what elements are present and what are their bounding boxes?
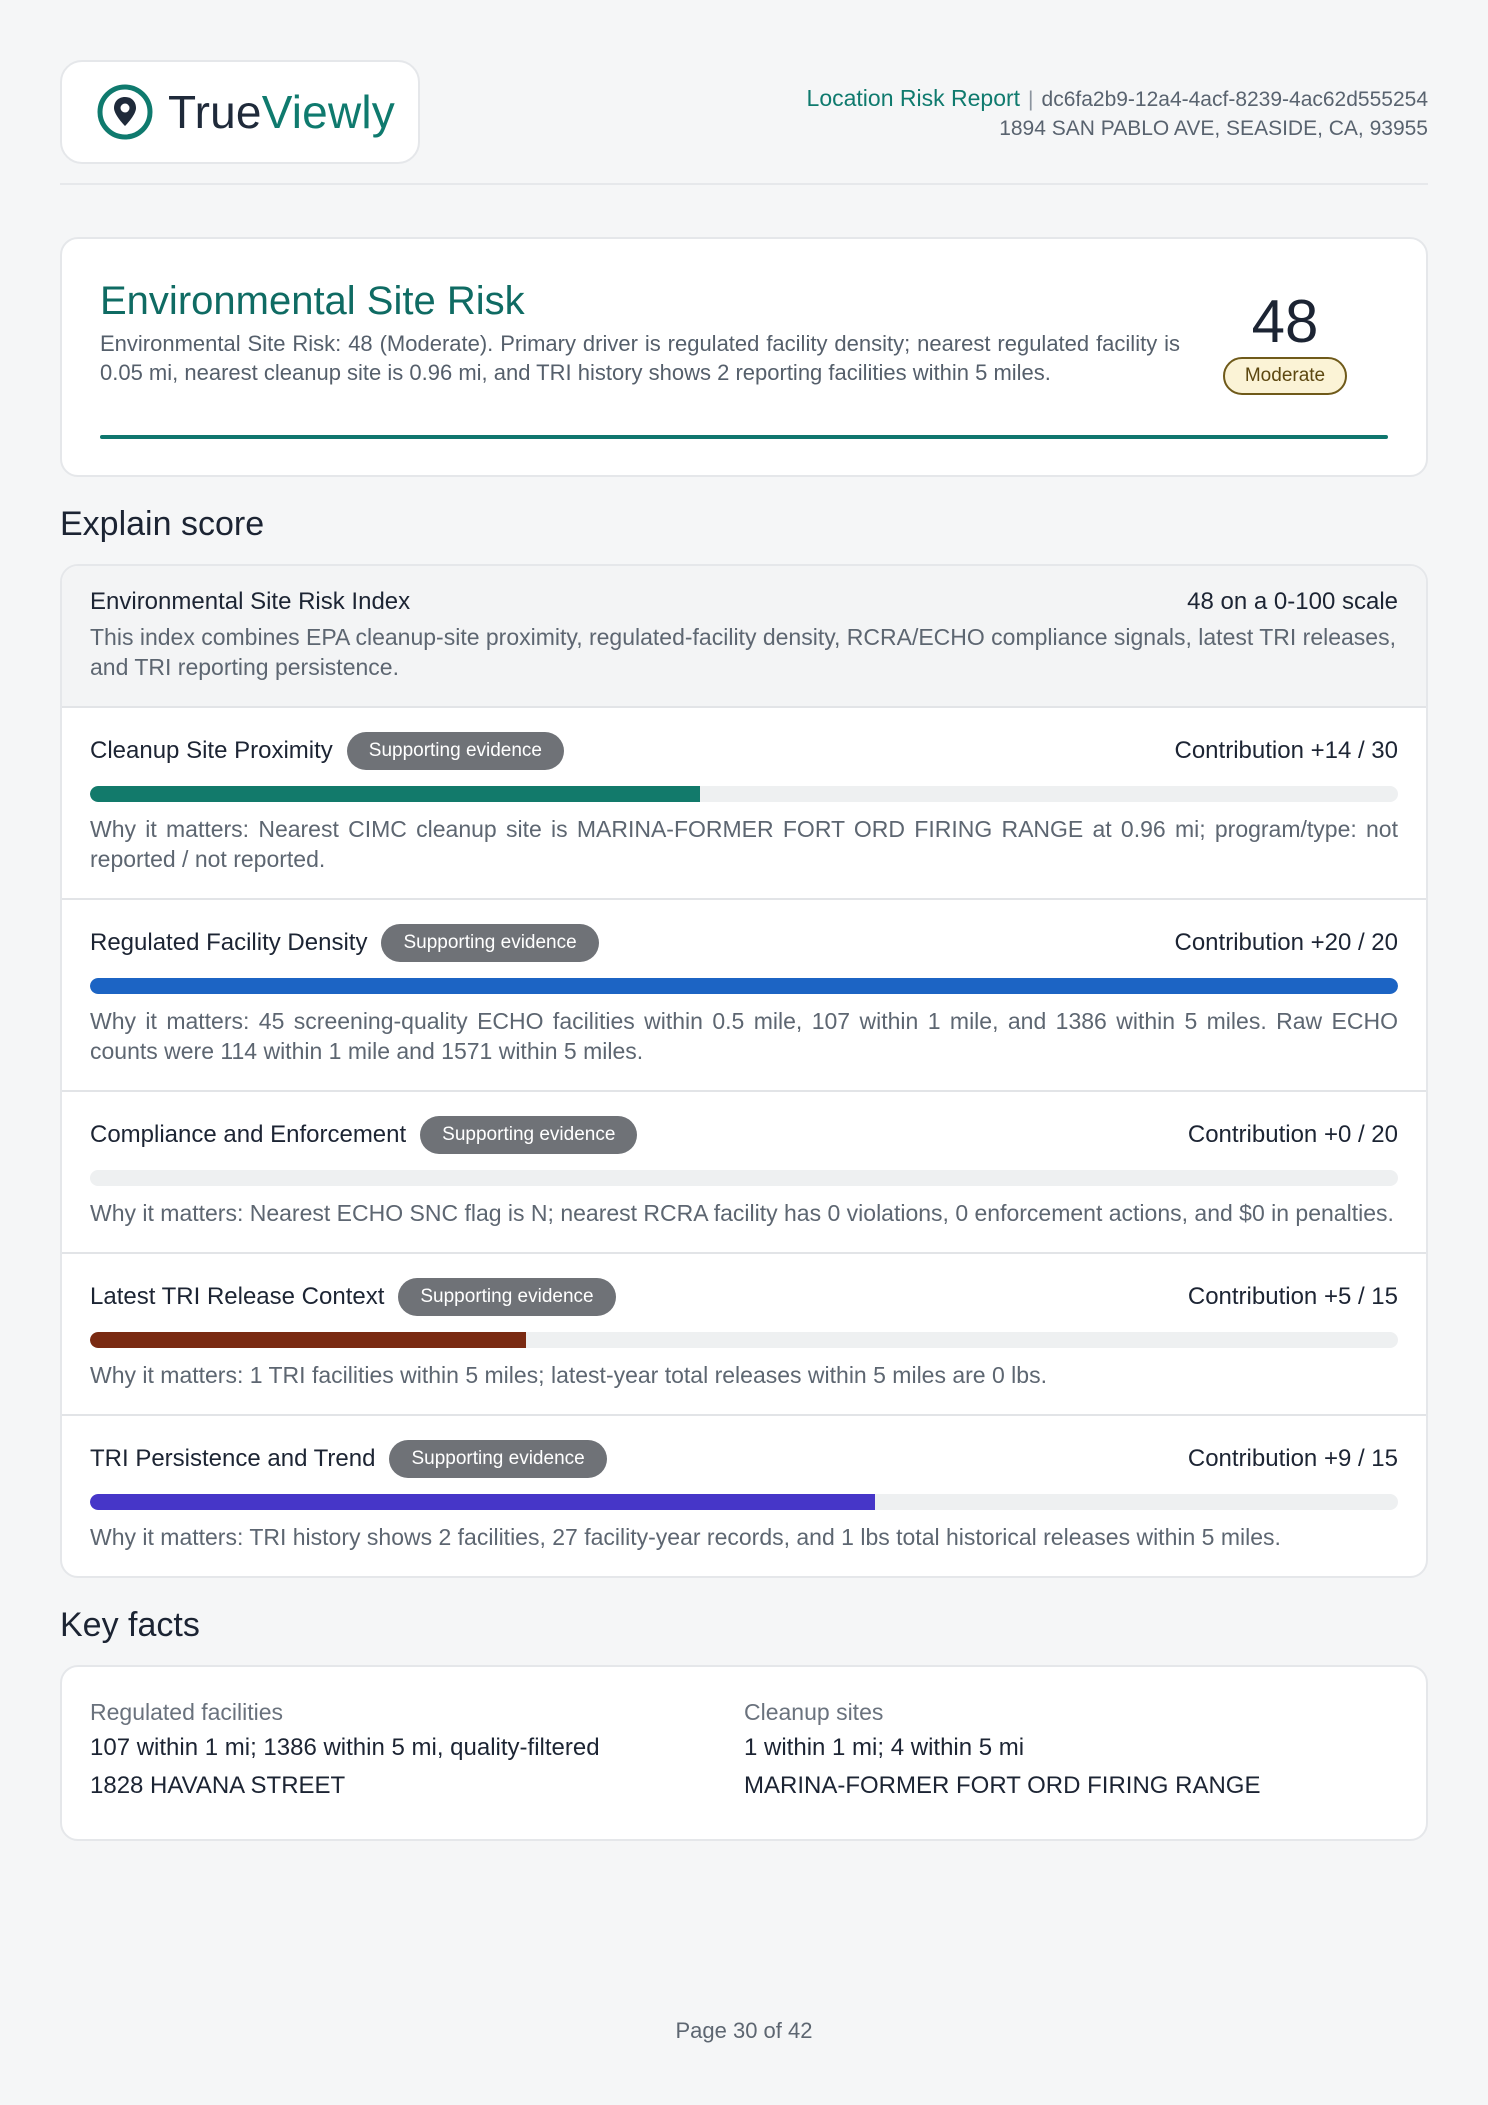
supporting-evidence-badge[interactable]: Supporting evidence — [381, 924, 598, 962]
supporting-evidence-badge[interactable]: Supporting evidence — [420, 1116, 637, 1154]
logo — [60, 60, 420, 164]
key-facts-card — [60, 1665, 1428, 1841]
factor-name: TRI Persistence and Trend — [90, 1445, 376, 1472]
page-number: Page 30 of 42 — [675, 2018, 813, 2043]
contribution-bar-fill — [90, 1332, 526, 1348]
contribution-bar-track — [90, 1170, 1398, 1186]
factor-name: Cleanup Site Proximity — [90, 737, 333, 764]
index-description: This index combines EPA cleanup-site proximity, regulated-facility density, RCRA/ECHO compliance signals, latest TRI releases, and TRI reporting persistence. — [90, 624, 1396, 680]
factor-row — [62, 900, 1426, 1092]
index-summary — [62, 566, 1426, 708]
index-scale: 48 on a 0-100 scale — [1187, 588, 1398, 615]
contribution-bar-fill — [90, 786, 700, 802]
supporting-evidence-badge[interactable]: Supporting evidence — [398, 1278, 615, 1316]
contribution-bar-track — [90, 978, 1398, 994]
key-facts-heading: Key facts — [60, 1606, 200, 1644]
factor-contribution: Contribution +9 / 15 — [1187, 1445, 1398, 1472]
factor-row — [62, 1092, 1426, 1254]
logo-wordmark-part1: True — [168, 86, 262, 138]
fact-cleanup-sites — [744, 1695, 1398, 1805]
fact-label: Regulated facilities — [90, 1699, 284, 1725]
contribution-bar-track — [90, 1494, 1398, 1510]
logo-wordmark — [168, 85, 395, 139]
fact-regulated-facilities — [90, 1695, 744, 1805]
factor-why-it-matters: Why it matters: Nearest CIMC cleanup site is MARINA-FORMER FORT ORD FIRING RANGE at 0.96 mi; program/type: not reported / not reported. — [90, 816, 1398, 872]
risk-score: 48 — [1251, 288, 1319, 355]
factor-name: Compliance and Enforcement — [90, 1121, 407, 1148]
factor-why-it-matters: Why it matters: Nearest ECHO SNC flag is N; nearest RCRA facility has 0 violations, 0 enforcement actions, and $0 in penalties. — [90, 1200, 1394, 1226]
fact-detail: 1828 HAVANA STREET — [90, 1772, 346, 1799]
factor-why-it-matters: Why it matters: 1 TRI facilities within 5 miles; latest-year total releases within 5 miles are 0 lbs. — [90, 1362, 1047, 1388]
supporting-evidence-badge[interactable]: Supporting evidence — [347, 732, 564, 770]
factor-row — [62, 1254, 1426, 1416]
risk-summary-card — [60, 237, 1428, 477]
risk-summary: Environmental Site Risk: 48 (Moderate). Primary driver is regulated facility density; nearest regulated facility is 0.05 mi, nearest cleanup site is 0.96 mi, and TRI history shows 2 reporting facilities within 5 miles. — [100, 331, 1180, 385]
report-meta — [807, 84, 1428, 143]
factor-why-it-matters: Why it matters: 45 screening-quality ECHO facilities within 0.5 mile, 107 within 1 mile, and 1386 within 5 miles. Raw ECHO counts were 114 within 1 mile and 1571 within 5 miles. — [90, 1008, 1398, 1064]
accent-divider — [100, 435, 1388, 439]
factor-name: Latest TRI Release Context — [90, 1283, 385, 1310]
contribution-bar-fill — [90, 1494, 875, 1510]
logo-wordmark-part2: Viewly — [261, 86, 395, 138]
contribution-bar-track — [90, 786, 1398, 802]
factor-contribution: Contribution +14 / 30 — [1174, 737, 1398, 764]
factor-name: Regulated Facility Density — [90, 929, 368, 956]
factor-why-it-matters: Why it matters: TRI history shows 2 facilities, 27 facility-year records, and 1 lbs total historical releases within 5 miles. — [90, 1524, 1281, 1550]
contribution-bar-fill — [90, 978, 1398, 994]
location-pin-icon — [96, 83, 154, 141]
fact-value: 1 within 1 mi; 4 within 5 mi — [744, 1734, 1025, 1761]
contribution-bar-track — [90, 1332, 1398, 1348]
factor-contribution: Contribution +20 / 20 — [1174, 929, 1398, 956]
meta-separator: | — [1028, 88, 1034, 111]
report-title: Location Risk Report — [806, 85, 1021, 111]
explain-score-card — [60, 564, 1428, 1578]
supporting-evidence-badge[interactable]: Supporting evidence — [389, 1440, 606, 1478]
risk-score-block — [1218, 288, 1352, 395]
report-address: 1894 SAN PABLO AVE, SEASIDE, CA, 93955 — [999, 117, 1428, 140]
index-name: Environmental Site Risk Index — [90, 588, 411, 615]
risk-title: Environmental Site Risk — [100, 279, 525, 323]
report-header — [60, 0, 1428, 185]
report-id: dc6fa2b9-12a4-4acf-8239-4ac62d555254 — [1041, 88, 1428, 111]
factor-contribution: Contribution +0 / 20 — [1187, 1121, 1398, 1148]
risk-level-badge: Moderate — [1223, 357, 1347, 395]
fact-value: 107 within 1 mi; 1386 within 5 mi, quality-filtered — [90, 1734, 600, 1761]
factor-row — [62, 1416, 1426, 1576]
fact-detail: MARINA-FORMER FORT ORD FIRING RANGE — [744, 1772, 1261, 1799]
factor-row — [62, 708, 1426, 900]
explain-score-heading: Explain score — [60, 505, 265, 543]
fact-label: Cleanup sites — [744, 1699, 884, 1725]
factor-contribution: Contribution +5 / 15 — [1187, 1283, 1398, 1310]
